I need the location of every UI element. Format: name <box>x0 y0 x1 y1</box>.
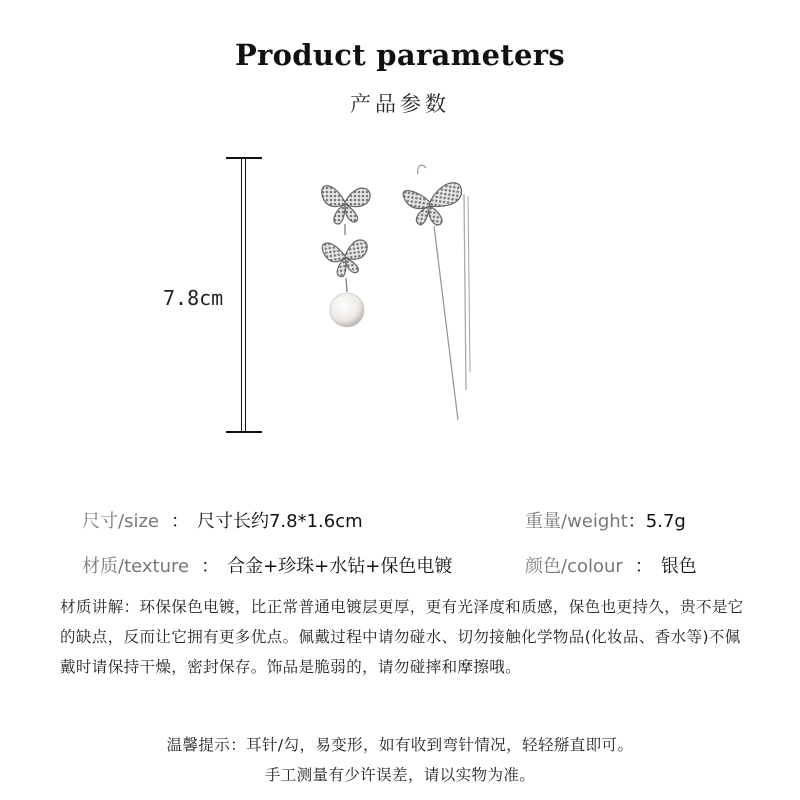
length-ruler <box>226 157 262 433</box>
spec-size-sep: ： <box>170 511 189 532</box>
ruler-bar <box>241 157 246 433</box>
spec-texture-value: 合金+珍珠+水钻+保色电镀 <box>227 556 453 577</box>
spec-colour-label: 颜色/colour <box>525 556 623 577</box>
spec-texture-sep: ： <box>201 556 220 577</box>
page-title: Product parameters <box>234 38 566 72</box>
spec-colour-value: 银色 <box>660 556 697 577</box>
page-subtitle: 产品参数 <box>350 92 450 116</box>
spec-size-label: 尺寸/size <box>82 511 159 532</box>
spec-colour <box>525 552 697 578</box>
right-butterfly <box>399 176 463 230</box>
ruler-bottom-cap <box>226 431 262 433</box>
chain-strand <box>468 196 470 372</box>
spec-weight <box>525 507 686 533</box>
left-butterfly-bottom <box>322 237 371 278</box>
right-earring <box>399 165 470 420</box>
spec-size-value: 尺寸长约7.8*1.6cm <box>196 511 363 532</box>
spec-texture <box>82 552 452 578</box>
spec-weight-label: 重量/weight <box>525 511 628 532</box>
material-description: 材质讲解：环保保色电镀，比正常普通电镀层更厚，更有光泽度和质感，保色也更持久，贵不是它的缺点，反而让它拥有更多优点。佩戴过程中请勿碰水、切勿接触化学物品(化妆品、香水等)不佩戴时请保持干燥，密封保存。饰品是脆弱的，请勿碰摔和摩擦哦。 <box>60 598 744 676</box>
spec-size <box>82 507 363 533</box>
spec-weight-sep: ： <box>627 511 646 532</box>
spec-texture-label: 材质/texture <box>82 556 190 577</box>
spec-colour-sep: ： <box>634 556 653 577</box>
left-earring <box>322 186 371 327</box>
warm-tip: 温馨提示：耳针/勾，易变形，如有收到弯针情况，轻轻掰直即可。 <box>166 736 634 754</box>
left-butterfly-top <box>322 186 370 224</box>
chain-strand <box>464 194 466 390</box>
length-measurement: 7.8cm <box>163 286 224 310</box>
measurement-note: 手工测量有少许误差，请以实物为准。 <box>264 766 536 784</box>
spec-weight-value: 5.7g <box>645 511 686 532</box>
pearl <box>330 293 364 327</box>
earrings-image <box>300 160 490 430</box>
chain-strand <box>434 226 458 420</box>
